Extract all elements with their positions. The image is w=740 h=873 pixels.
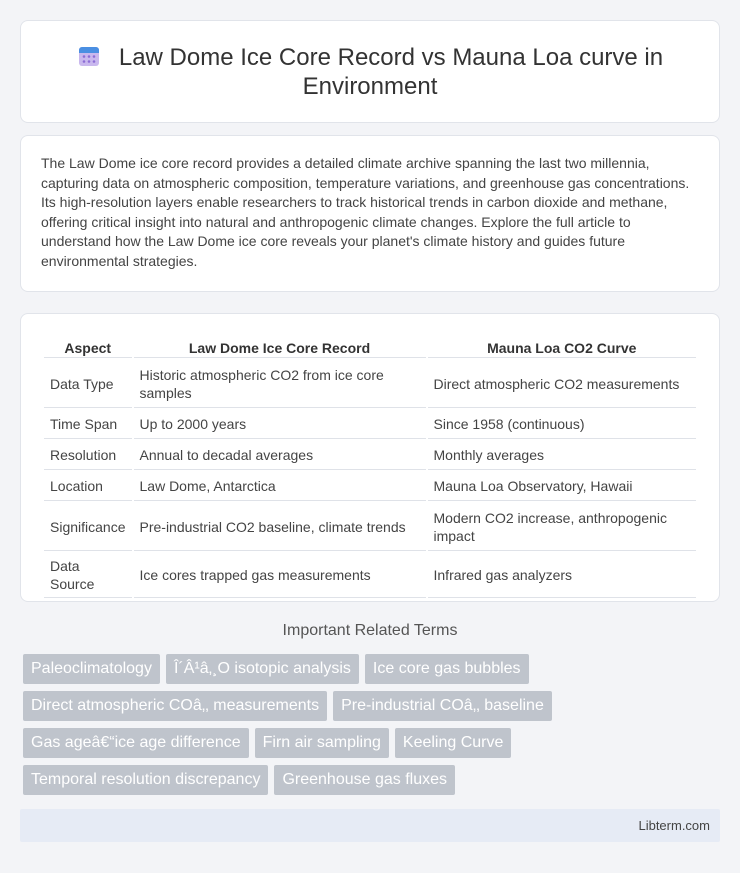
table-cell: Historic atmospheric CO2 from ice core samples [134,360,426,408]
site-link[interactable]: Libterm.com [638,818,710,833]
table-cell: Monthly averages [428,441,697,470]
related-term-tag[interactable]: Firn air sampling [255,728,389,758]
table-row [44,441,696,470]
calendar-grid-icon [77,44,101,68]
related-term-tag[interactable]: Direct atmospheric COâ‚‚ measurements [23,691,327,721]
table-cell: Infrared gas analyzers [428,553,697,598]
related-term-tag[interactable]: Keeling Curve [395,728,512,758]
table-header-cell: Mauna Loa CO2 Curve [428,336,697,358]
table-header-cell: Law Dome Ice Core Record [134,336,426,358]
table-cell: Resolution [44,441,132,470]
table-cell: Time Span [44,410,132,439]
comparison-table-card [20,313,720,602]
table-cell: Significance [44,503,132,551]
table-cell: Data Type [44,360,132,408]
table-cell: Mauna Loa Observatory, Hawaii [428,472,697,501]
table-row [44,360,696,408]
title-card [20,20,720,123]
related-term-tag[interactable]: Ice core gas bubbles [365,654,529,684]
table-row [44,553,696,598]
table-cell: Pre-industrial CO2 baseline, climate trends [134,503,426,551]
table-cell: Location [44,472,132,501]
table-cell: Annual to decadal averages [134,441,426,470]
footer [20,809,720,842]
page-title-text: Law Dome Ice Core Record vs Mauna Loa curve in Environment [118,43,664,100]
table-header-row [44,336,696,358]
table-cell: Since 1958 (continuous) [428,410,697,439]
description-card [20,135,720,292]
table-row [44,503,696,551]
table-header-cell: Aspect [44,336,132,358]
table-cell: Data Source [44,553,132,598]
table-cell: Ice cores trapped gas measurements [134,553,426,598]
related-terms-heading: Important Related Terms [282,622,458,639]
table-cell: Modern CO2 increase, anthropogenic impact [428,503,697,551]
table-cell: Up to 2000 years [134,410,426,439]
related-term-tag[interactable]: Temporal resolution discrepancy [23,765,268,795]
page-title [61,43,679,101]
related-term-tag[interactable]: Paleoclimatology [23,654,160,684]
table-cell: Direct atmospheric CO2 measurements [428,360,697,408]
related-term-tag[interactable]: Greenhouse gas fluxes [274,765,455,795]
table-row [44,472,696,501]
related-terms-list [23,654,723,795]
related-term-tag[interactable]: Pre-industrial COâ‚‚ baseline [333,691,552,721]
description-text: The Law Dome ice core record provides a detailed climate archive spanning the last two millennia, capturing data on atmospheric composition, temperature variations, and greenhouse gas concentrations. Its high-resolution layers enable researchers to track historical trends in carbon dioxide and methane, offering critical insight into natural and anthropogenic climate changes. Explore the full article to understand how the Law Dome ice core reveals your planet's climate history and guides future environmental strategies. [41,155,690,269]
related-term-tag[interactable]: Î´Â¹â‚¸O isotopic analysis [166,654,359,684]
table-row [44,410,696,439]
related-term-tag[interactable]: Gas ageâ€“ice age difference [23,728,249,758]
table-cell: Law Dome, Antarctica [134,472,426,501]
comparison-table [42,334,698,600]
